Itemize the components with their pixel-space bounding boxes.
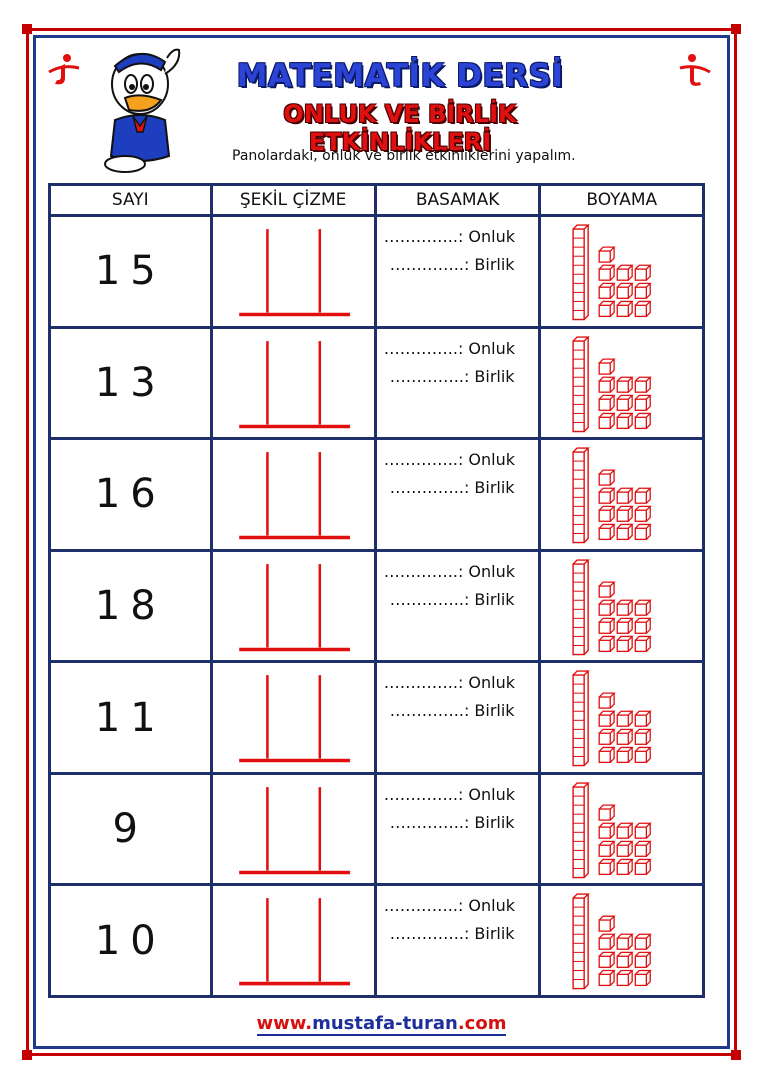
corner-decoration (731, 24, 741, 34)
corner-decoration (22, 1050, 32, 1060)
onluk-blank[interactable]: …………..: Onluk (383, 561, 515, 581)
instruction-text: Panolardaki, onluk ve birlik etkinliklerini yapalım. (232, 148, 576, 164)
logo-right-icon (678, 52, 714, 88)
coloring-cell[interactable] (540, 885, 704, 997)
website-tld: .com (457, 1013, 507, 1034)
website-domain: mustafa-turan (312, 1013, 458, 1034)
coloring-cell[interactable] (540, 550, 704, 662)
base-ten-blocks-icon (541, 663, 702, 772)
corner-decoration (22, 24, 32, 34)
drawing-area[interactable] (211, 662, 375, 774)
place-value-cell (375, 327, 540, 439)
place-value-cell (375, 773, 540, 885)
column-header-sekil-cizme: ŞEKİL ÇİZME (211, 185, 375, 216)
abacus-drawing-icon (213, 886, 374, 995)
logo-left-icon (45, 52, 81, 88)
onluk-blank[interactable]: …………..: Onluk (383, 338, 515, 358)
column-header-sayi: SAYI (50, 185, 212, 216)
abacus-drawing-icon (213, 217, 374, 326)
base-ten-blocks-icon (541, 886, 702, 995)
coloring-cell[interactable] (540, 439, 704, 551)
drawing-area[interactable] (211, 327, 375, 439)
table-row (50, 550, 704, 662)
drawing-area[interactable] (211, 885, 375, 997)
drawing-area[interactable] (211, 550, 375, 662)
website-link[interactable] (0, 1013, 763, 1034)
onluk-blank[interactable]: …………..: Onluk (383, 450, 515, 470)
coloring-cell[interactable] (540, 773, 704, 885)
birlik-blank[interactable]: …………..: Birlik (389, 589, 515, 609)
base-ten-blocks-icon (541, 217, 702, 326)
onluk-blank[interactable]: …………..: Onluk (383, 896, 515, 916)
page-subtitle: ONLUK VE BİRLİK ETKİNLİKLERİ (283, 100, 517, 156)
drawing-area[interactable] (211, 216, 375, 328)
base-ten-blocks-icon (541, 552, 702, 661)
coloring-cell[interactable] (540, 662, 704, 774)
number-value: 10 (50, 885, 212, 997)
onluk-blank[interactable]: …………..: Onluk (383, 673, 515, 693)
activity-table (48, 183, 705, 998)
abacus-drawing-icon (213, 663, 374, 772)
abacus-drawing-icon (213, 775, 374, 884)
duck-mascot-icon (95, 44, 185, 174)
abacus-drawing-icon (213, 329, 374, 438)
column-header-basamak: BASAMAK (375, 185, 540, 216)
table-header-row (50, 185, 704, 216)
onluk-blank[interactable]: …………..: Onluk (383, 227, 515, 246)
column-header-boyama: BOYAMA (540, 185, 704, 216)
website-www: www. (256, 1013, 313, 1034)
number-value: 11 (50, 662, 212, 774)
number-value: 9 (50, 773, 212, 885)
number-value: 16 (50, 439, 212, 551)
place-value-cell (375, 550, 540, 662)
birlik-blank[interactable]: …………..: Birlik (389, 366, 515, 386)
table-row (50, 885, 704, 997)
place-value-cell (375, 885, 540, 997)
birlik-blank[interactable]: …………..: Birlik (389, 255, 515, 274)
base-ten-blocks-icon (541, 329, 702, 438)
table-row (50, 662, 704, 774)
table-row (50, 216, 704, 328)
page-title: MATEMATİK DERSİ (236, 58, 564, 94)
place-value-cell (375, 662, 540, 774)
birlik-blank[interactable]: …………..: Birlik (389, 701, 515, 721)
abacus-drawing-icon (213, 552, 374, 661)
coloring-cell[interactable] (540, 327, 704, 439)
drawing-area[interactable] (211, 439, 375, 551)
base-ten-blocks-icon (541, 440, 702, 549)
table-row (50, 773, 704, 885)
drawing-area[interactable] (211, 773, 375, 885)
birlik-blank[interactable]: …………..: Birlik (389, 478, 515, 498)
place-value-cell (375, 216, 540, 328)
coloring-cell[interactable] (540, 216, 704, 328)
birlik-blank[interactable]: …………..: Birlik (389, 924, 515, 944)
table-row (50, 327, 704, 439)
number-value: 15 (50, 216, 212, 328)
onluk-blank[interactable]: …………..: Onluk (383, 784, 515, 804)
base-ten-blocks-icon (541, 775, 702, 884)
corner-decoration (731, 1050, 741, 1060)
table-row (50, 439, 704, 551)
number-value: 18 (50, 550, 212, 662)
birlik-blank[interactable]: …………..: Birlik (389, 812, 515, 832)
number-value: 13 (50, 327, 212, 439)
place-value-cell (375, 439, 540, 551)
abacus-drawing-icon (213, 440, 374, 549)
